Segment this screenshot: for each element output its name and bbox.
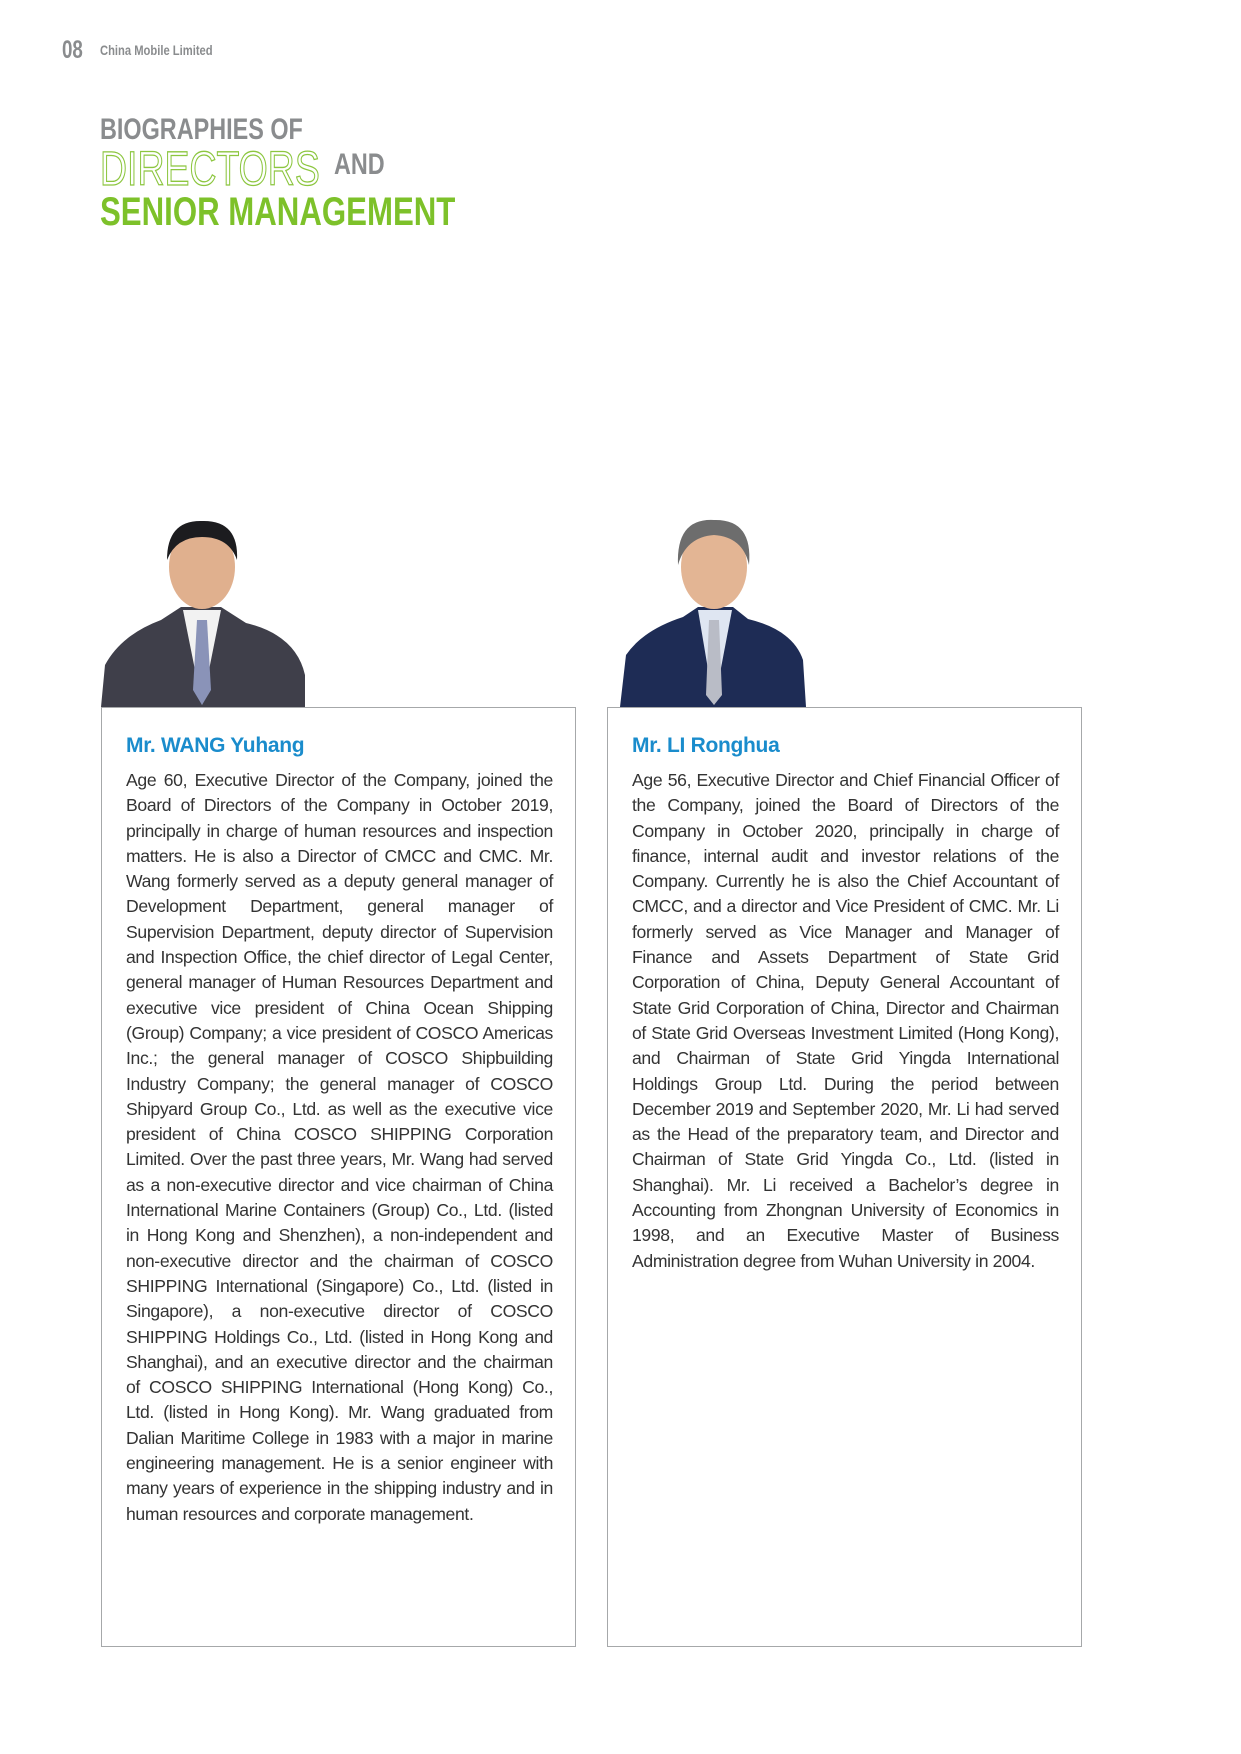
title-line-2: DIRECTORS bbox=[100, 143, 320, 196]
title-line-3: SENIOR MANAGEMENT bbox=[100, 190, 456, 234]
bio-card-li-ronghua bbox=[607, 707, 1082, 1647]
page-number: 08 bbox=[62, 36, 83, 64]
title-line-1: BIOGRAPHIES OF bbox=[100, 113, 303, 146]
page-title bbox=[100, 114, 556, 232]
person-name: Mr. WANG Yuhang bbox=[126, 734, 305, 757]
person-name: Mr. LI Ronghua bbox=[632, 734, 780, 757]
person-bio: Age 60, Executive Director of the Company, joined the Board of Directors of the Company in October 2019, principally in charge of human resources and inspection matters. He is also a Director of CMCC and CMC. Mr. Wang formerly served as a deputy general manager of Development Department, general manager of Supervision Department, deputy director of Supervision and Inspection Office, the chief director of Legal Center, general manager of Human Resources Department and executive vice president of China Ocean Shipping (Group) Company; a vice president of COSCO Americas Inc.; the general manager of COSCO Shipbuilding Industry Company; the general manager of COSCO Shipyard Group Co., Ltd. as well as the executive vice president of China COSCO SHIPPING Corporation Limited. Over the past three years, Mr. Wang had served as a non-executive director and vice chairman of China International Marine Containers (Group) Co., Ltd. (listed in Hong Kong and Shenzhen), a non-independent and non-executive director and the chairman of COSCO SHIPPING International (Singapore) Co., Ltd. (listed in Singapore), a non-executive director of COSCO SHIPPING Holdings Co., Ltd. (listed in Hong Kong and Shanghai), and an executive director and the chairman of COSCO SHIPPING International (Hong Kong) Co., Ltd. (listed in Hong Kong). Mr. Wang graduated from Dalian Maritime College in 1983 with a major in marine engineering management. He is a senior engineer with many years of experience in the shipping industry and in human resources and corporate management. bbox=[126, 770, 553, 1524]
person-bio: Age 56, Executive Director and Chief Financial Officer of the Company, joined the Board of Directors of the Company in October 2020, principally in charge of finance, internal audit and investor relations of the Company. Currently he is also the Chief Accountant of CMCC, and a director and Vice President of CMC. Mr. Li formerly served as Vice Manager and Manager of Finance and Assets Department of State Grid Corporation of China, Deputy General Accountant of State Grid Corporation of China, Director and Chairman of State Grid Overseas Investment Limited (Hong Kong), and Chairman of State Grid Yingda International Holdings Group Ltd. During the period between December 2019 and September 2020, Mr. Li had served as the Head of the preparatory team, and Director and Chairman of State Grid Yingda Co., Ltd. (listed in Shanghai). Mr. Li received a Bachelor’s degree in Accounting from Zhongnan University of Economics in 1998, and an Executive Master of Business Administration degree from Wuhan University in 2004. bbox=[632, 770, 1059, 1271]
title-line-2-suffix: AND bbox=[334, 148, 385, 181]
bio-card-wang-yuhang bbox=[101, 707, 576, 1647]
portrait-li-ronghua bbox=[618, 515, 808, 707]
company-name: China Mobile Limited bbox=[100, 42, 213, 58]
portrait-wang-yuhang bbox=[101, 515, 306, 707]
